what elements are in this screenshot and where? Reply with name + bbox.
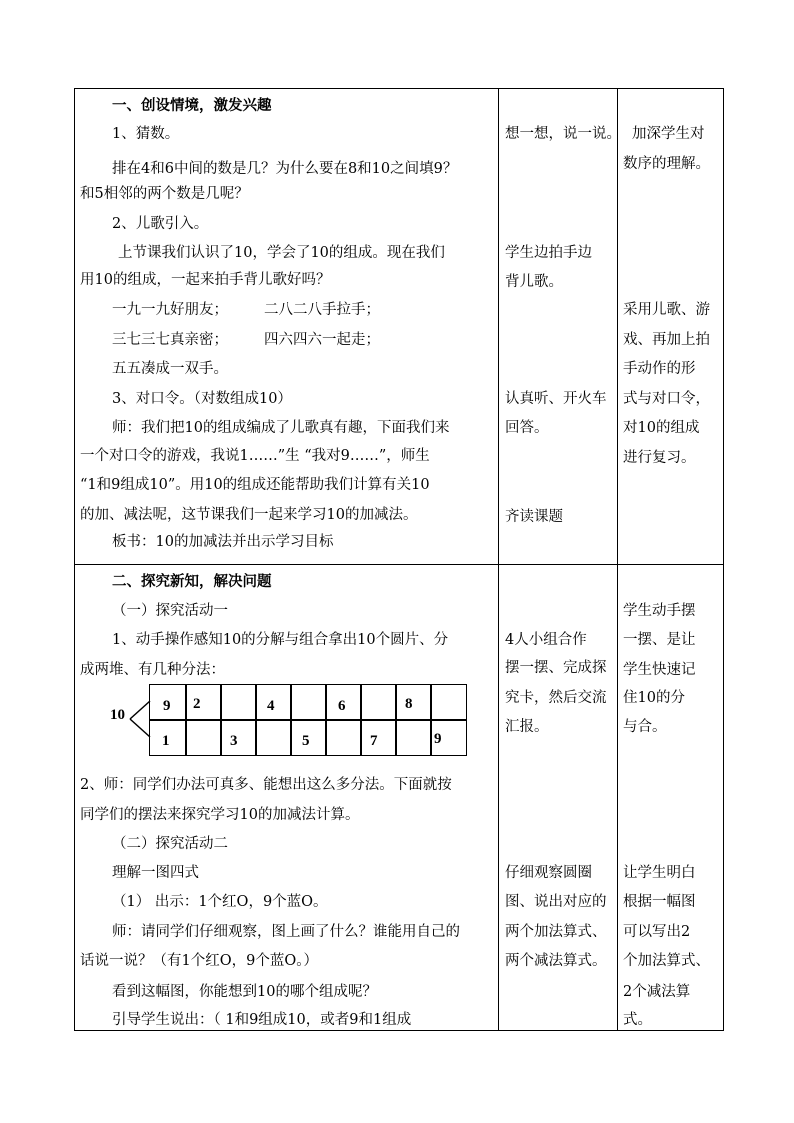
diagram-bottom-cell: 9 xyxy=(434,731,442,747)
section1-student2a: 学生边拍手边 xyxy=(505,245,592,261)
section1-para2-line2: 一个对口令的游戏，我说1……”生 “我对9……”，师生 xyxy=(80,448,430,464)
section1-student1: 想一想，说一说。 xyxy=(505,126,621,142)
grid-col-divider xyxy=(430,685,432,755)
section2-student1b: 摆一摆、完成探 xyxy=(505,660,607,676)
song-line2a: 三七三七真亲密； xyxy=(112,332,228,348)
song-line3: 五五凑成一双手。 xyxy=(112,361,228,377)
grid-col-divider xyxy=(185,685,187,755)
section1-intent2e: 对10的组成 xyxy=(623,420,700,436)
row-divider xyxy=(75,564,723,565)
section2-heading: 二、探究新知，解决问题 xyxy=(112,574,272,590)
section2-intent2f: 式。 xyxy=(623,1012,652,1028)
section2-intent1a: 学生动手摆 xyxy=(623,603,696,619)
diagram-total: 10 xyxy=(110,707,125,723)
section2-student2d: 两个减法算式。 xyxy=(505,953,607,969)
section1-para2-line1: 师：我们把10的组成编成了儿歌真有趣，下面我们来 xyxy=(112,420,450,436)
section2-para2-line1: 2、师：同学们办法可真多、能想出这么多分法。下面就按 xyxy=(80,777,452,793)
section2-para3-line1: 师：请同学们仔细观察，图上画了什么？谁能用自己的 xyxy=(112,924,460,940)
section2-intent1c: 学生快速记 xyxy=(623,662,696,678)
section2-intent1e: 与合。 xyxy=(623,719,667,735)
section2-student2c: 两个加法算式、 xyxy=(505,924,607,940)
column-divider-2 xyxy=(617,89,618,1030)
grid-col-divider xyxy=(360,685,362,755)
section1-student2b: 背儿歌。 xyxy=(505,274,563,290)
song-line2b: 四六四六一起走； xyxy=(264,332,380,348)
section2-student2a: 仔细观察圆圈 xyxy=(505,865,592,881)
section1-intent2a: 采用儿歌、游 xyxy=(623,302,710,318)
section1-para2-line3: “1和9组成10”。用10的组成还能帮助我们计算有关10 xyxy=(80,477,430,493)
section1-intent2d: 式与对口令， xyxy=(623,391,710,407)
section1-student4: 齐读课题 xyxy=(505,509,563,525)
section2-para3-line2: 话说一说？（有1个红O，9个蓝O。） xyxy=(80,953,318,969)
section2-intent1d: 住10的分 xyxy=(623,690,685,706)
section1-heading: 一、创设情境，激发兴趣 xyxy=(112,98,272,114)
section2-intent2a: 让学生明白 xyxy=(623,865,696,881)
song-line1a: 一九一九好朋友； xyxy=(112,302,228,318)
section1-student3a: 认真听、开火车 xyxy=(505,391,607,407)
section2-student1a: 4人小组合作 xyxy=(505,632,587,648)
section2-student1d: 汇报。 xyxy=(505,719,549,735)
section2-para1-line2: 成两堆、有几种分法： xyxy=(80,662,225,678)
diagram-top-cell: 8 xyxy=(405,696,413,712)
section2-sub2: （二）探究活动二 xyxy=(112,836,228,852)
section2-para2-line2: 同学们的摆法来探究学习10的加减法计算。 xyxy=(80,807,360,823)
section1-para1-line2: 用10的组成，一起来拍手背儿歌好吗？ xyxy=(80,272,331,288)
grid-col-divider xyxy=(255,685,257,755)
section2-sub1: （一）探究活动一 xyxy=(112,603,228,619)
grid-col-divider xyxy=(290,685,292,755)
section1-question1: 排在4和6中间的数是几？为什么要在8和10之间填9？ xyxy=(112,161,458,177)
section1-student3b: 回答。 xyxy=(505,420,549,436)
section1-item2: 2、儿歌引入。 xyxy=(112,216,209,232)
column-divider-1 xyxy=(498,89,499,1030)
section1-item3: 3、对口令。（对数组成10） xyxy=(112,391,292,407)
section1-para1-line1: 上节课我们认识了10，学会了10的组成。现在我们 xyxy=(118,245,445,261)
section2-intent2e: 2个减法算 xyxy=(623,984,691,1000)
grid-row-divider xyxy=(150,719,466,721)
diagram-bottom-cell: 1 xyxy=(162,733,170,749)
section2-intent2c: 可以写出2 xyxy=(623,924,691,940)
diagram-top-cell: 2 xyxy=(193,696,201,712)
section2-intent2b: 根据一幅图 xyxy=(623,894,696,910)
section2-student2b: 图、说出对应的 xyxy=(505,894,607,910)
diagram-bottom-cell: 5 xyxy=(302,733,310,749)
section2-show: （1） 出示：1个红O，9个蓝O。 xyxy=(112,894,328,910)
section1-intent2b: 戏、再加上拍 xyxy=(623,332,710,348)
section2-para1-line1: 1、动手操作感知10的分解与组合拿出10个圆片、分 xyxy=(112,632,449,648)
section2-intent1b: 一摆、是让 xyxy=(623,632,696,648)
section1-intent2c: 手动作的形 xyxy=(623,361,696,377)
diagram-bottom-cell: 3 xyxy=(230,733,238,749)
section1-question2: 和5相邻的两个数是几呢？ xyxy=(80,186,249,202)
diagram-top-cell: 9 xyxy=(163,698,171,714)
diagram-top-cell: 4 xyxy=(267,698,275,714)
section2-student1c: 究卡，然后交流 xyxy=(505,690,607,706)
section1-intent1b: 数序的理解。 xyxy=(623,156,710,172)
section1-item1: 1、猜数。 xyxy=(112,126,180,142)
section2-understand: 理解一图四式 xyxy=(112,865,199,881)
section1-board: 板书：10的加减法并出示学习目标 xyxy=(112,534,334,550)
diagram-top-cell: 6 xyxy=(338,698,346,714)
grid-col-divider xyxy=(220,685,222,755)
grid-col-divider xyxy=(325,685,327,755)
section2-para5: 引导学生说出：（ 1和9组成10，或者9和1组成 xyxy=(112,1012,412,1028)
song-line1b: 二八二八手拉手； xyxy=(264,302,380,318)
section2-para4: 看到这幅图，你能想到10的哪个组成呢？ xyxy=(112,984,377,1000)
section1-intent1a: 加深学生对 xyxy=(632,126,705,142)
section1-para2-line4: 的加、减法呢，这节课我们一起来学习10的加减法。 xyxy=(80,507,418,523)
grid-col-divider xyxy=(395,685,397,755)
section1-intent2f: 进行复习。 xyxy=(623,450,696,466)
diagram-bottom-cell: 7 xyxy=(370,733,378,749)
section2-intent2d: 个加法算式、 xyxy=(623,953,710,969)
